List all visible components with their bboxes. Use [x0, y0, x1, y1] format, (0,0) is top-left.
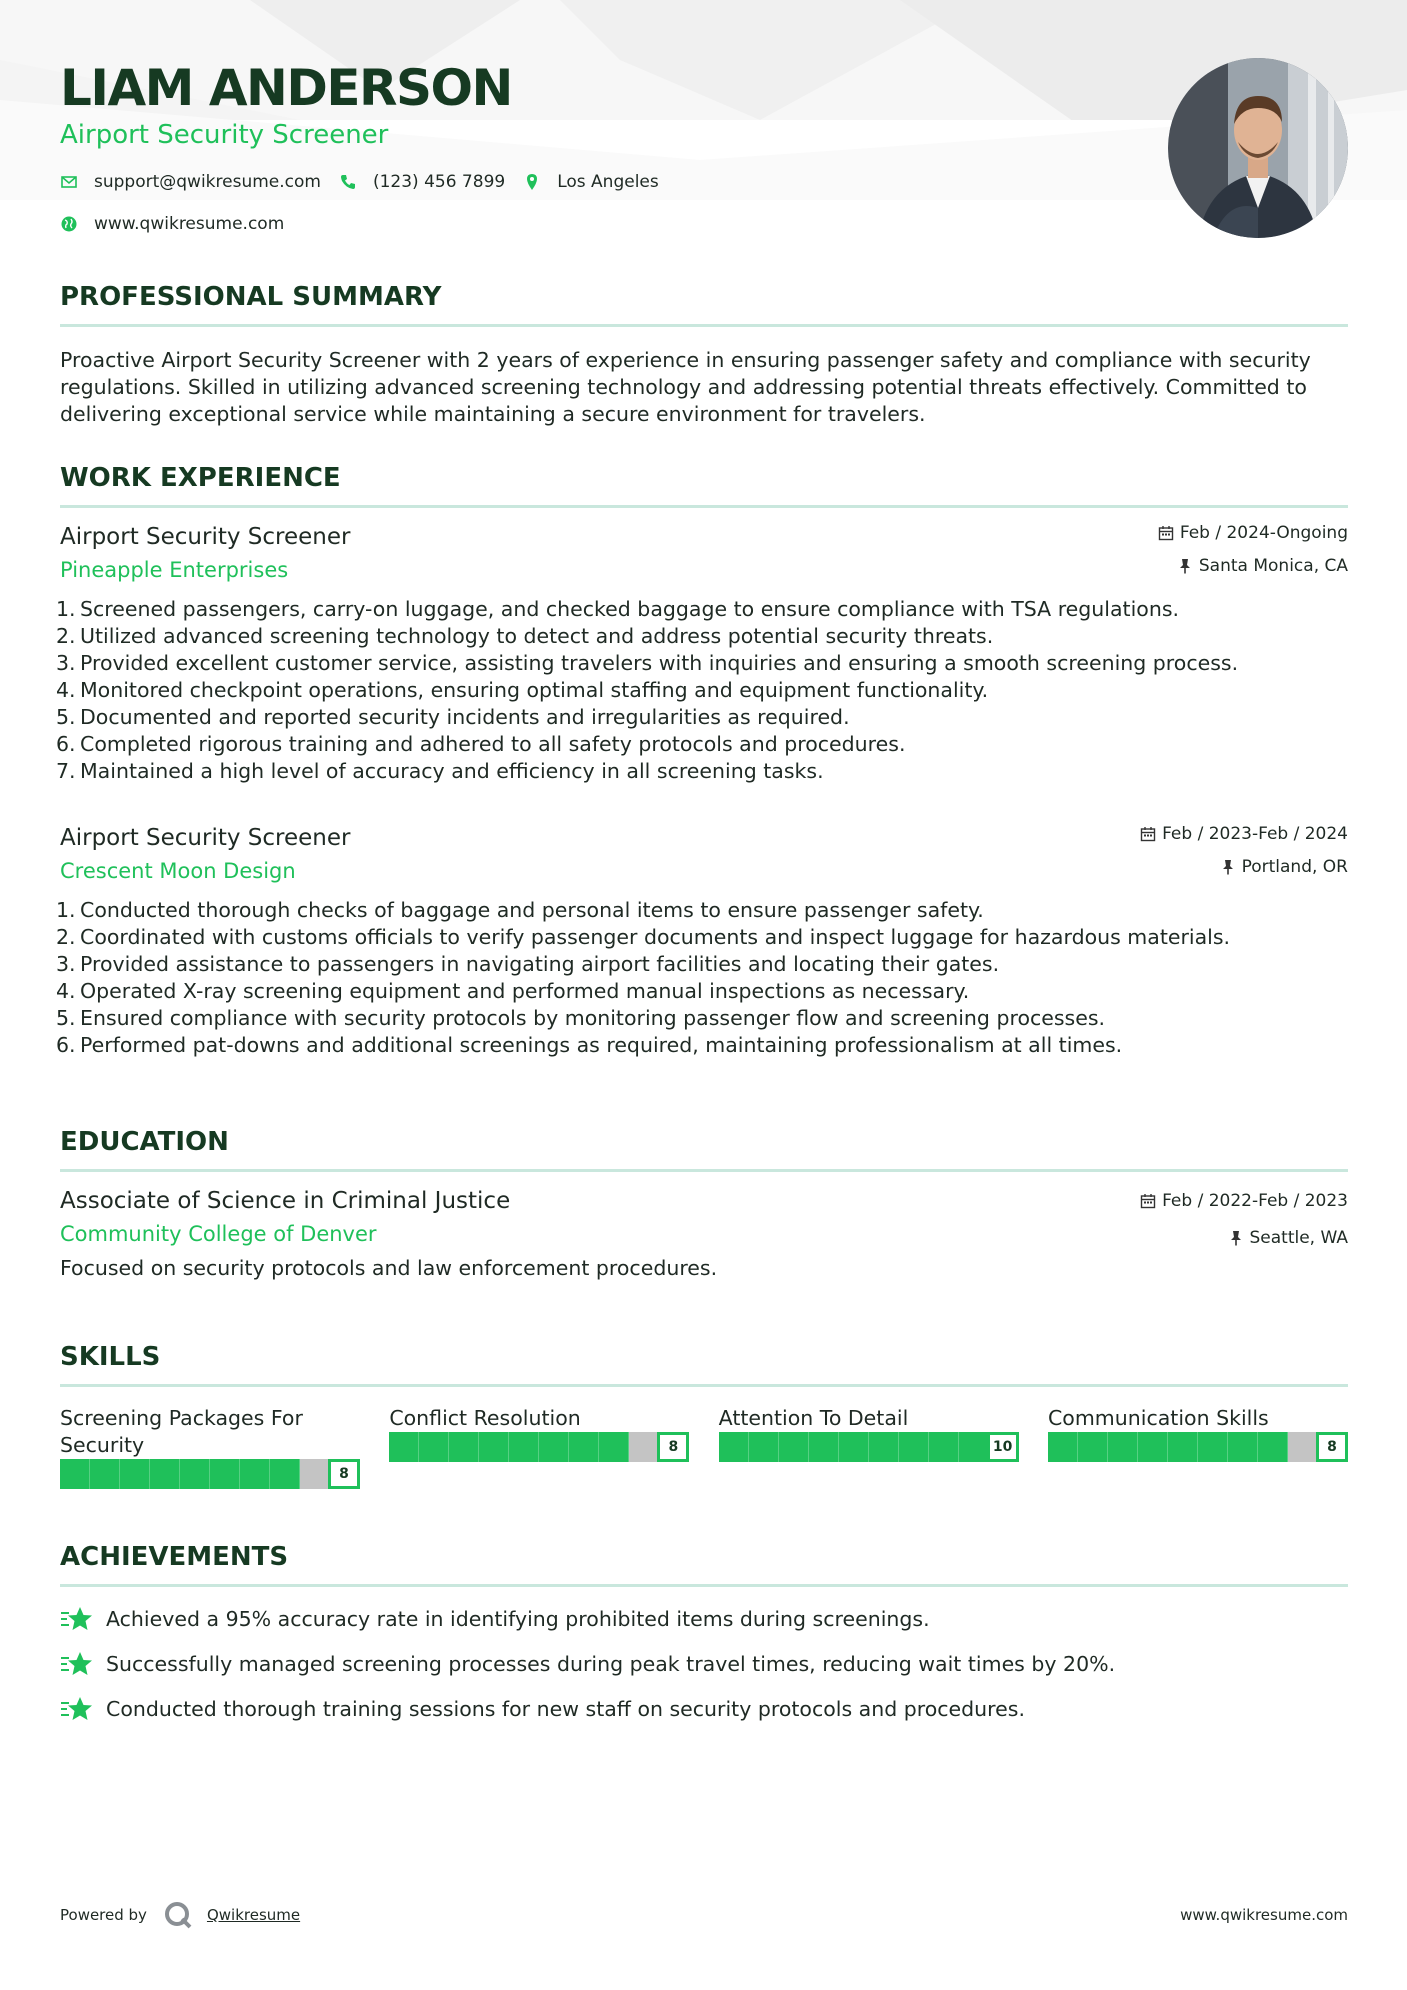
job-bullets [56, 897, 1348, 1059]
skills-heading: SKILLS [60, 1342, 161, 1372]
list-item: 6. Completed rigorous training and adhered to all safety protocols and procedures. [56, 732, 906, 756]
summary-text: Proactive Airport Security Screener with 2 years of experience in ensuring passenger safety and compliance with security regulations. Skilled in utilizing advanced screening technology and addressing potential threats effectively. Committed to delivering exceptional service while maintaining a secure environment for travelers. [60, 348, 1311, 426]
skill-bar-segment [180, 1459, 210, 1489]
skill-bar-segment [120, 1459, 150, 1489]
contact-row [60, 170, 1160, 194]
skill-bar-segment [1108, 1432, 1138, 1462]
calendar-icon [1140, 826, 1156, 842]
star-icon [60, 1605, 94, 1633]
summary-divider [60, 324, 1348, 327]
skill-bar-segment [509, 1432, 539, 1462]
skill-bar-segment [1198, 1432, 1228, 1462]
summary-section [60, 280, 1348, 428]
list-item: 3. Provided assistance to passengers in navigating airport facilities and locating their gates. [56, 952, 1000, 976]
skill-bar [389, 1432, 689, 1462]
job-location [1158, 555, 1348, 577]
website-text: www.qwikresume.com [94, 214, 285, 234]
skill-bar-segment [210, 1459, 240, 1489]
skill-item [1048, 1405, 1348, 1489]
map-pin-icon [523, 173, 541, 191]
candidate-name: LIAM ANDERSON [60, 59, 512, 117]
skill-bar-segment [719, 1432, 749, 1462]
contact-website[interactable] [60, 214, 284, 234]
phone-icon [339, 173, 357, 191]
skill-bar-segment [240, 1459, 270, 1489]
profile-photo [1168, 58, 1348, 238]
skill-bar-segment [60, 1459, 90, 1489]
education-location-text: Seattle, WA [1249, 1228, 1348, 1248]
candidate-title: Airport Security Screener [60, 120, 389, 150]
job-dates-text: Feb / 2023-Feb / 2024 [1162, 824, 1348, 844]
job-dates [1158, 522, 1348, 544]
star-icon [60, 1695, 94, 1723]
job-dates-text: Feb / 2024-Ongoing [1179, 523, 1348, 543]
job-location [1140, 856, 1348, 878]
phone-text: (123) 456 7899 [372, 172, 506, 192]
skill-bar-segment [300, 1459, 330, 1489]
skill-bar [1048, 1432, 1348, 1462]
achievement-item [60, 1605, 1348, 1633]
skill-bar-segment [1288, 1432, 1318, 1462]
skill-bar [719, 1432, 1019, 1462]
list-item: 1. Screened passengers, carry-on luggage, and checked baggage to ensure compliance with TSA regulations. [56, 597, 1180, 621]
skill-bar-segment [1228, 1432, 1258, 1462]
skill-bar-segment [929, 1432, 959, 1462]
achievement-text: Successfully managed screening processes during peak travel times, reducing wait times by 20%. [106, 1651, 1116, 1676]
achievements-section [60, 1540, 1348, 1723]
skill-item [719, 1405, 1019, 1489]
globe-icon [60, 215, 78, 233]
job-entry [56, 522, 1348, 785]
skills-section [60, 1340, 1348, 1489]
skill-bar-segment [749, 1432, 779, 1462]
skill-bar-segment [899, 1432, 929, 1462]
skill-name: Attention To Detail [718, 1406, 909, 1430]
achievements-divider [60, 1584, 1348, 1587]
skill-bar-segment [869, 1432, 899, 1462]
achievements-heading: ACHIEVEMENTS [60, 1542, 289, 1572]
resume-header [60, 58, 1160, 236]
skill-bar-segment [90, 1459, 120, 1489]
skill-bar-segment [839, 1432, 869, 1462]
skill-bar-segment [419, 1432, 449, 1462]
qwikresume-logo-icon [163, 1900, 193, 1930]
education-description: Focused on security protocols and law enforcement procedures. [60, 1256, 718, 1280]
job-role: Airport Security Screener [60, 524, 351, 550]
skill-bar-segment [1258, 1432, 1288, 1462]
skill-name: Communication Skills [1047, 1406, 1269, 1430]
brand-link[interactable]: Qwikresume [206, 1906, 301, 1924]
list-item: 4. Operated X-ray screening equipment and performed manual inspections as necessary. [56, 979, 970, 1003]
skill-bar-segment [449, 1432, 479, 1462]
skills-row [60, 1405, 1348, 1489]
skill-bar-segment [959, 1432, 989, 1462]
email-text: support@qwikresume.com [94, 172, 321, 192]
job-location-text: Portland, OR [1241, 857, 1348, 877]
skill-bar-segment [569, 1432, 599, 1462]
education-location [1140, 1227, 1348, 1249]
skill-bar-segment [809, 1432, 839, 1462]
footer-url[interactable]: www.qwikresume.com [1180, 1906, 1348, 1924]
contact-row-web [60, 212, 1160, 236]
skill-name: Conflict Resolution [389, 1406, 581, 1430]
skill-score: 10 [987, 1432, 1019, 1462]
pushpin-icon [1220, 859, 1236, 875]
skill-bar-segment [389, 1432, 419, 1462]
list-item: 3. Provided excellent customer service, assisting travelers with inquiries and ensuring a smooth screening process. [56, 651, 1239, 675]
job-company: Crescent Moon Design [60, 859, 296, 883]
skill-item [389, 1405, 689, 1489]
star-icon [60, 1650, 94, 1678]
achievement-item [60, 1650, 1348, 1678]
skills-divider [60, 1384, 1348, 1387]
contact-email[interactable] [60, 172, 321, 192]
skill-bar-segment [1138, 1432, 1168, 1462]
job-location-text: Santa Monica, CA [1198, 556, 1348, 576]
list-item: 4. Monitored checkpoint operations, ensuring optimal staffing and equipment functionality. [56, 678, 989, 702]
job-role: Airport Security Screener [60, 825, 351, 851]
skill-bar-segment [779, 1432, 809, 1462]
list-item: 2. Coordinated with customs officials to verify passenger documents and inspect luggage for hazardous materials. [56, 925, 1231, 949]
achievement-text: Achieved a 95% accuracy rate in identifying prohibited items during screenings. [106, 1606, 930, 1631]
calendar-icon [1140, 1193, 1156, 1209]
skill-bar-segment [479, 1432, 509, 1462]
education-heading: EDUCATION [60, 1127, 229, 1157]
list-item: 7. Maintained a high level of accuracy and efficiency in all screening tasks. [56, 759, 824, 783]
skill-score: 8 [328, 1459, 360, 1489]
list-item: 1. Conducted thorough checks of baggage and personal items to ensure passenger safety. [56, 898, 984, 922]
experience-divider [60, 505, 1348, 508]
pushpin-icon [1177, 558, 1193, 574]
skill-bar-segment [1078, 1432, 1108, 1462]
achievement-item [60, 1695, 1348, 1723]
summary-heading: PROFESSIONAL SUMMARY [60, 282, 442, 312]
school-name: Community College of Denver [60, 1222, 377, 1246]
envelope-icon [60, 173, 78, 191]
job-bullets [56, 596, 1348, 785]
skill-bar [60, 1459, 360, 1489]
skill-name: Screening Packages For Security [60, 1406, 303, 1457]
degree-title: Associate of Science in Criminal Justice [60, 1188, 511, 1214]
powered-by-label: Powered by [60, 1906, 147, 1924]
skill-bar-segment [270, 1459, 300, 1489]
education-dates [1140, 1190, 1348, 1212]
skill-bar-segment [539, 1432, 569, 1462]
skill-bar-segment [1168, 1432, 1198, 1462]
education-divider [60, 1169, 1348, 1172]
list-item: 5. Ensured compliance with security protocols by monitoring passenger flow and screening processes. [56, 1006, 1106, 1030]
skill-score: 8 [1316, 1432, 1348, 1462]
experience-heading: WORK EXPERIENCE [60, 463, 341, 493]
experience-section [60, 461, 1348, 508]
skill-bar-segment [599, 1432, 629, 1462]
pushpin-icon [1228, 1230, 1244, 1246]
education-dates-text: Feb / 2022-Feb / 2023 [1162, 1191, 1348, 1211]
page-footer [60, 1900, 1348, 1930]
list-item: 5. Documented and reported security incidents and irregularities as required. [56, 705, 850, 729]
skill-bar-segment [1048, 1432, 1078, 1462]
contact-location [523, 172, 659, 192]
skill-item [60, 1405, 360, 1489]
achievement-text: Conducted thorough training sessions for new staff on security protocols and procedures. [106, 1696, 1025, 1721]
job-company: Pineapple Enterprises [60, 558, 289, 582]
skill-score: 8 [657, 1432, 689, 1462]
job-dates [1140, 823, 1348, 845]
list-item: 6. Performed pat-downs and additional screenings as required, maintaining professionalism at all times. [56, 1033, 1123, 1057]
job-entry [56, 823, 1348, 1059]
list-item: 2. Utilized advanced screening technology to detect and address potential security threats. [56, 624, 994, 648]
contact-phone[interactable] [339, 172, 505, 192]
education-section [60, 1125, 1348, 1282]
calendar-icon [1158, 525, 1174, 541]
skill-bar-segment [150, 1459, 180, 1489]
location-text: Los Angeles [557, 172, 659, 192]
skill-bar-segment [629, 1432, 659, 1462]
